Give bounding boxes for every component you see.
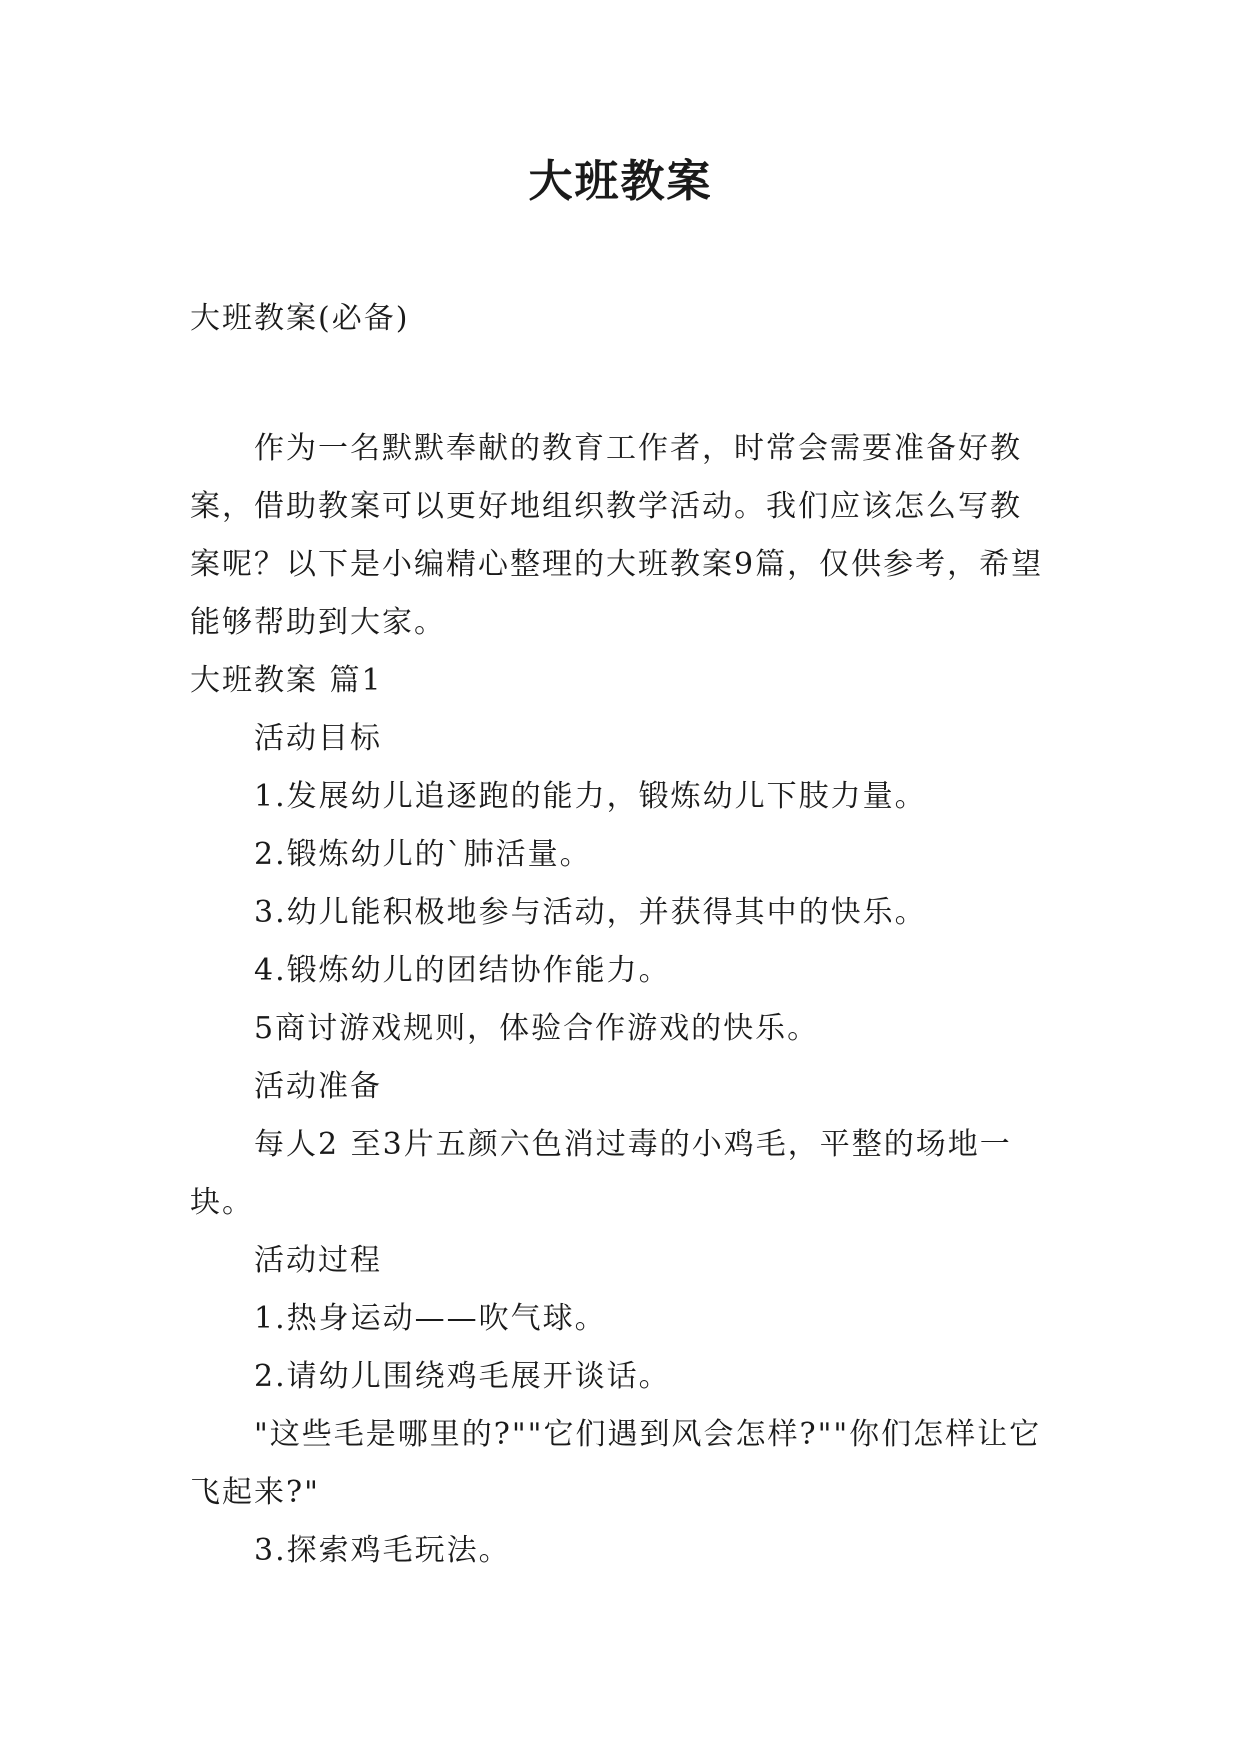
- process-item: 3.探索鸡毛玩法。: [254, 1533, 511, 1568]
- document-subtitle: 大班教案(必备): [190, 301, 410, 336]
- goals-heading: 活动目标: [254, 721, 382, 756]
- goal-item: 2.锻炼幼儿的`肺活量。: [254, 837, 592, 872]
- goal-item: 4.锻炼幼儿的团结协作能力。: [254, 953, 671, 988]
- goal-item: 3.幼儿能积极地参与活动，并获得其中的快乐。: [254, 895, 927, 930]
- goal-item: 5商讨游戏规则，体验合作游戏的快乐。: [254, 1011, 820, 1046]
- process-item: 1.热身运动——吹气球。: [254, 1301, 607, 1336]
- page-title: 大班教案: [528, 156, 713, 207]
- process-item: 2.请幼儿围绕鸡毛展开谈话。: [254, 1359, 671, 1394]
- document-body: [190, 290, 1050, 1580]
- section-heading: 大班教案 篇1: [190, 663, 383, 698]
- process-heading: 活动过程: [254, 1243, 382, 1278]
- quote-paragraph: "这些毛是哪里的?""它们遇到风会怎样?""你们怎样让它飞起来?": [190, 1417, 1042, 1510]
- spacer: [190, 348, 1050, 420]
- intro-paragraph: 作为一名默默奉献的教育工作者，时常会需要准备好教案，借助教案可以更好地组织教学活动。我们应该怎么写教案呢？以下是小编精心整理的大班教案9篇，仅供参考，希望能够帮助到大家。: [190, 431, 1044, 640]
- goal-item: 1.发展幼儿追逐跑的能力，锻炼幼儿下肢力量。: [254, 779, 927, 814]
- prep-heading: 活动准备: [254, 1069, 382, 1104]
- prep-paragraph: 每人2 至3片五颜六色消过毒的小鸡毛，平整的场地一块。: [190, 1127, 1012, 1220]
